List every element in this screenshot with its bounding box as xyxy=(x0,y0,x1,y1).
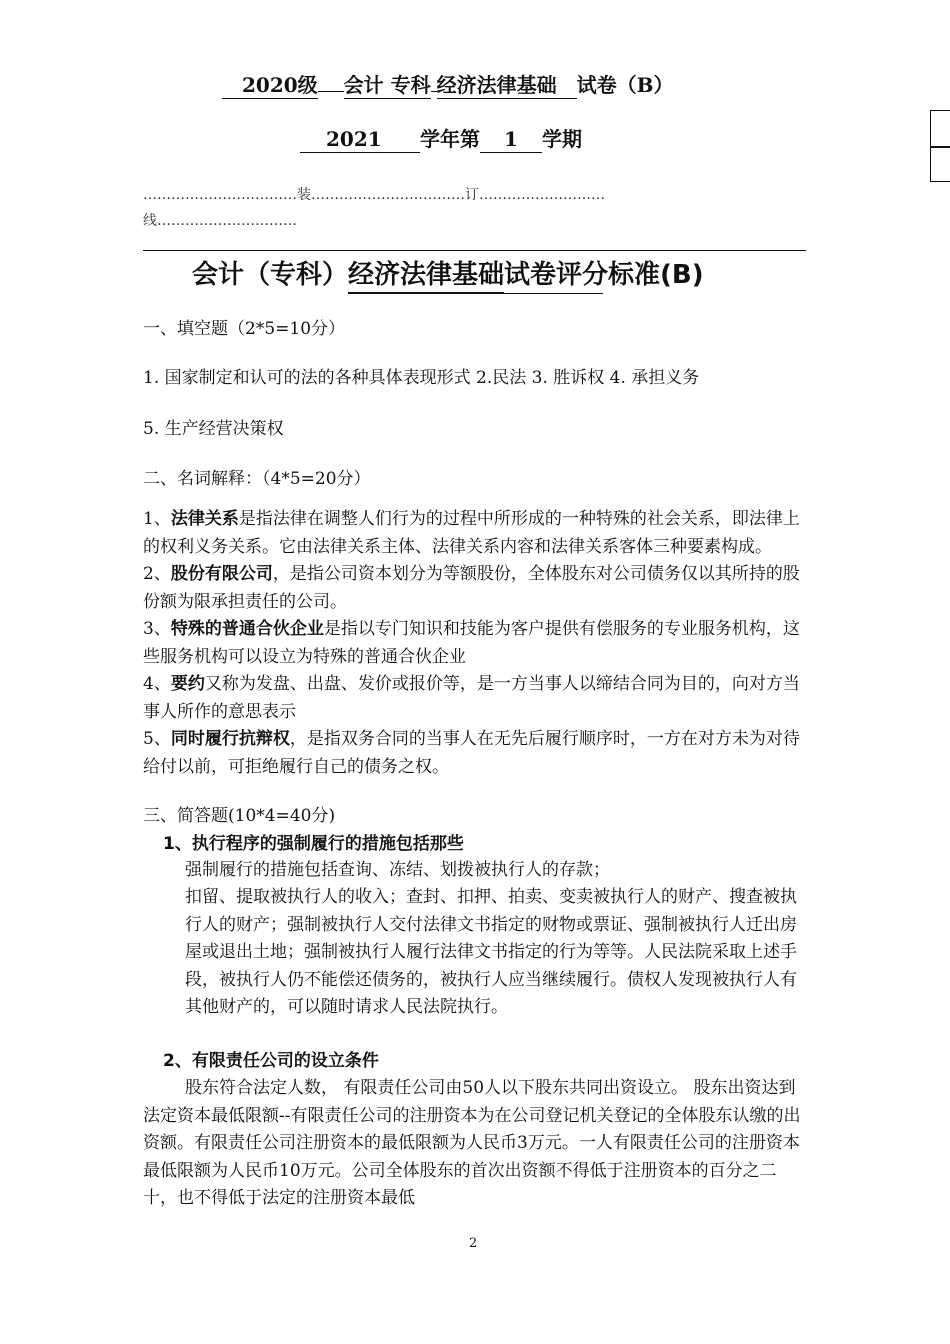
header-divider xyxy=(143,250,806,251)
term-field: 1 xyxy=(480,126,542,153)
page-number: 2 xyxy=(469,1236,478,1251)
section2-heading: 二、名词解释：（4*5=20分） xyxy=(143,469,371,489)
page-title: 会计（专科）经济法律基础试卷评分标准(B) xyxy=(192,258,704,294)
major-field: 会计 专科 xyxy=(343,73,431,97)
definition-term: 同时履行抗辩权 xyxy=(170,729,290,749)
definition-term: 法律关系 xyxy=(170,509,239,529)
definition-term: 要约 xyxy=(170,674,205,694)
version-label: B xyxy=(636,73,654,97)
binding-line-2: 线………………………… xyxy=(143,213,297,229)
definition-item: 5、同时履行抗辩权，是指双务合同的当事人在无先后履行顺序时，一方在对方未为对待给付以前，可拒绝履行自己的债务之权。 xyxy=(143,729,800,777)
question1-title: 1、执行程序的强制履行的措施包括那些 xyxy=(163,834,464,854)
definition-item: 3、特殊的普通合伙企业是指以专门知识和技能为客户提供有偿服务的专业服务机构，这些服务机构可以设立为特殊的普通合伙企业 xyxy=(143,619,800,667)
academic-year-field: 2021 xyxy=(300,126,420,153)
definition-item: 1、法律关系是指法律在调整人们行为的过程中所形成的一种特殊的社会关系，即法律上的权利义务关系。它由法律关系主体、法律关系内容和法律关系客体三种要素构成。 xyxy=(143,509,800,557)
course-field: 经济法律基础 xyxy=(437,72,577,99)
section3-heading: 三、简答题(10*4=40分) xyxy=(143,806,336,826)
margin-box-lower xyxy=(930,146,950,182)
binding-line: ……………………………装……………………………订……………………… xyxy=(143,187,605,203)
section1-heading: 一、填空题（2*5=10分） xyxy=(143,319,346,339)
grade-field: 2020级 xyxy=(222,72,318,99)
margin-box-upper xyxy=(930,110,950,148)
question2-title: 2、有限责任公司的设立条件 xyxy=(163,1051,379,1071)
exam-header-line2: 2021 学年第 1 学期 xyxy=(300,126,582,153)
section1-answers-line2: 5. 生产经营决策权 xyxy=(143,419,284,439)
definition-item: 4、要约又称为发盘、出盘、发价或报价等，是一方当事人以缔结合同为目的，向对方当事人所作的意思表示 xyxy=(143,674,800,722)
section2-definitions xyxy=(143,506,805,781)
exam-header-line1: 2020级 会计 专科 经济法律基础 试卷（B） xyxy=(222,72,674,99)
definition-term: 特殊的普通合伙企业 xyxy=(170,619,324,639)
definition-item: 2、股份有限公司，是指公司资本划分为等额股份，全体股东对公司债务仅以其所持的股份额为限承担责任的公司。 xyxy=(143,564,800,612)
question2-body: 股东符合法定人数， 有限责任公司由50人以下股东共同出资设立。 股东出资达到法定资本最低限额--有限责任公司的注册资本为在公司登记机关登记的全体股东认缴的出资额。有限责任公司注册资本的最低限额为人民币3万元。一人有限责任公司的注册资本最低限额为人民币10万元。公司全体股东的首次出资额不得低于注册资本的百分之二十，也不得低于法定的注册资本最低 xyxy=(143,1078,801,1208)
definition-term: 股份有限公司 xyxy=(170,564,273,584)
question1-line1: 强制履行的措施包括查询、冻结、划拨被执行人的存款； xyxy=(185,860,610,880)
section1-answers-line1: 1. 国家制定和认可的法的各种具体表现形式 2.民法 3. 胜诉权 4. 承担义务 xyxy=(143,368,700,388)
exam-label: 试卷 xyxy=(576,73,617,97)
title-underline xyxy=(373,293,603,294)
question1-body: 扣留、提取被执行人的收入；查封、扣押、拍卖、变卖被执行人的财产、搜查被执行人的财产；强制被执行人交付法律文书指定的财物或票证、强制被执行人迁出房屋或退出土地；强制被执行人履行法律文书指定的行为等等。人民法院采取上述手段，被执行人仍不能偿还债务的，被执行人应当继续履行。债权人发现被执行人有其他财产的，可以随时请求人民法院执行。 xyxy=(185,887,797,1017)
